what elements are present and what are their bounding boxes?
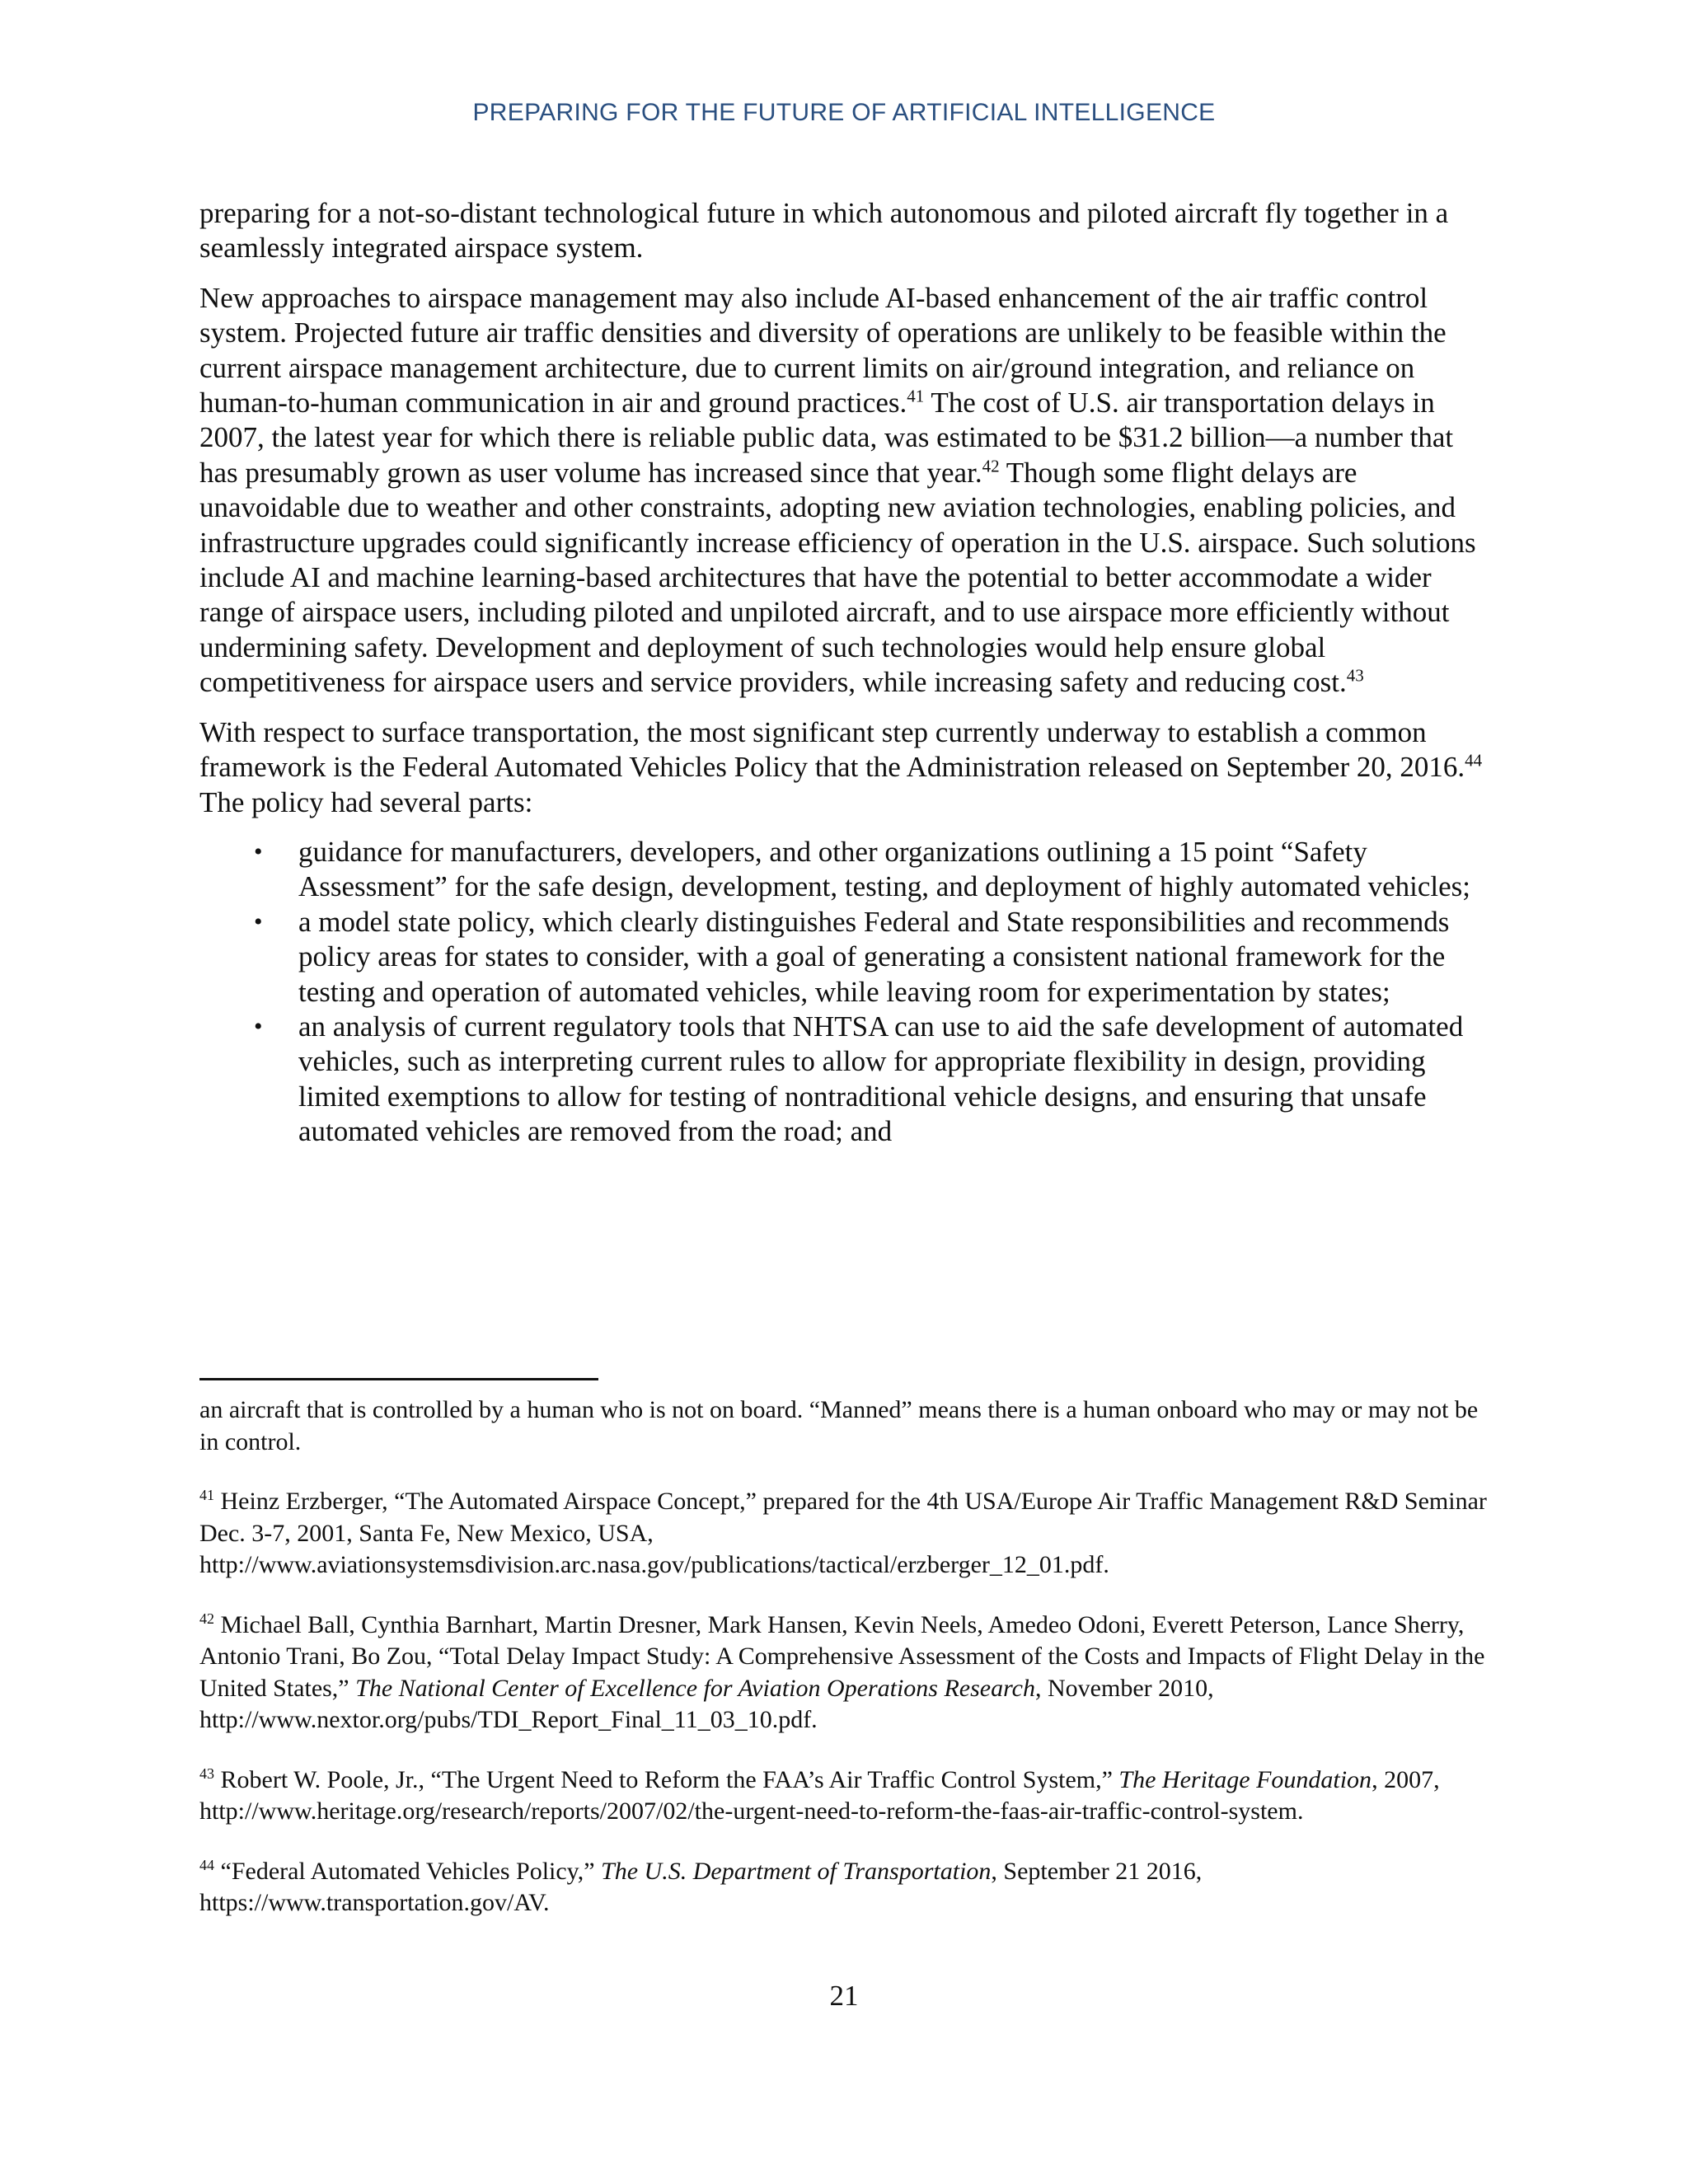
paragraph-1: preparing for a not-so-distant technological future in which autonomous and piloted aircraft fly together in a seamlessly integrated airspace system.	[199, 197, 1449, 265]
policy-parts-list	[199, 835, 1493, 1150]
bullet-icon: •	[254, 1012, 263, 1040]
running-header: PREPARING FOR THE FUTURE OF ARTIFICIAL INTELLIGENCE	[472, 99, 1216, 126]
list-item	[254, 835, 1493, 905]
footnote-text: “Federal Automated Vehicles Policy,”	[214, 1857, 602, 1885]
footnote-number: 43	[199, 1765, 214, 1782]
footnote-number: 42	[199, 1610, 214, 1627]
paragraph-3-part-b: The policy had several parts:	[199, 785, 533, 818]
footnote-source: The U.S. Department of Transportation	[601, 1857, 992, 1885]
footnote-text: Heinz Erzberger, “The Automated Airspace Concept,” prepared for the 4th USA/Europe Air Traffic Management R&D Seminar Dec. 3-7, 2001, Santa Fe, New Mexico, USA,	[199, 1488, 1487, 1547]
paragraph-3-part-a: With respect to surface transportation, the most significant step currently underway to establish a common framework is the Federal Automated Vehicles Policy that the Administration released on September 20, 2016.	[199, 715, 1465, 784]
footnote-ref-43[interactable]: 43	[1346, 665, 1364, 686]
paragraph-2-part-a: New approaches to airspace management may also include AI-based enhancement of the air traffic control system. Projected future air traffic densities and diversity of operations are unlikely to be feasible within the current airspace management architecture, due to current limits on air/ground integration, and reliance on human-to-human communication in air and ground practices.	[199, 281, 1447, 419]
page-number: 21	[829, 1980, 859, 2012]
list-item-text: a model state policy, which clearly distinguishes Federal and State responsibilities and recommends policy areas for states to consider, with a goal of generating a consistent national framework for the testing and operation of automated vehicles, while leaving room for experimentation by states;	[298, 905, 1450, 1008]
footnote-tail: , November 2010, http://www.nextor.org/pubs/TDI_Report_Final_11_03_10.pdf.	[199, 1674, 1214, 1733]
footnote-text: Robert W. Poole, Jr., “The Urgent Need to Reform the FAA’s Air Traffic Control System,”	[214, 1765, 1119, 1793]
footnote-source: The National Center of Excellence for Aviation Operations Research	[355, 1674, 1035, 1702]
footnote-text: Michael Ball, Cynthia Barnhart, Martin Dresner, Mark Hansen, Kevin Neels, Amedeo Odoni, Everett Peterson, Lance Sherry, Antonio Trani, Bo Zou, “Total Delay Impact Study: A Comprehensive Assessment of the Costs and Impacts of Flight Delay in the United States,”	[199, 1610, 1485, 1702]
footnote-number: 41	[199, 1487, 214, 1503]
footnote-tail: , September 21 2016, https://www.transportation.gov/AV.	[199, 1857, 1203, 1916]
main-body	[199, 196, 1493, 1150]
footnote-continued: an aircraft that is controlled by a human who is not on board. “Manned” means there is a human onboard who may or may not be in control.	[199, 1396, 1479, 1455]
footnote-ref-44[interactable]: 44	[1465, 750, 1483, 771]
bullet-icon: •	[254, 837, 263, 865]
list-item-text: an analysis of current regulatory tools that NHTSA can use to aid the safe development of automated vehicles, such as interpreting current rules to allow for appropriate flexibility in design, providing limited exemptions to allow for testing of nontraditional vehicle designs, and ensuring that unsafe automated vehicles are removed from the road; and	[298, 1010, 1464, 1148]
footnote-41	[199, 1486, 1493, 1582]
paragraph-2-part-c: Though some flight delays are unavoidable due to weather and other constraints, adopting new aviation technologies, enabling policies, and infrastructure upgrades could significantly increase efficiency of operation in the U.S. airspace. Such solutions include AI and machine learning-based architectures that have the potential to better accommodate a wider range of airspace users, including piloted and unpiloted aircraft, and to use airspace more efficiently without undermining safety. Development and deployment of such technologies would help ensure global competitiveness for airspace users and service providers, while increasing safety and reducing cost.	[199, 456, 1476, 699]
footnote-44	[199, 1856, 1493, 1919]
footnote-source: The Heritage Foundation	[1118, 1765, 1372, 1793]
paragraph-3	[199, 715, 1493, 820]
footnote-42	[199, 1610, 1493, 1736]
list-item	[254, 905, 1493, 1010]
footnote-link[interactable]: http://www.aviationsystemsdivision.arc.nasa.gov/publications/tactical/erzberger_12_01.pdf.	[199, 1551, 1109, 1578]
paragraph-2-part-b: The cost of U.S. air transportation delays in 2007, the latest year for which there is reliable public data, was estimated to be $31.2 billion—a number that has presumably grown as user volume has increased since that year.	[199, 387, 1454, 489]
footnotes	[199, 1394, 1493, 1947]
list-item-text: guidance for manufacturers, developers, and other organizations outlining a 15 point “Safety Assessment” for the safe design, development, testing, and deployment of highly automated vehicles;	[298, 835, 1471, 903]
footnote-43	[199, 1765, 1493, 1828]
footnote-separator	[199, 1378, 598, 1380]
footnote-number: 44	[199, 1856, 214, 1873]
footnote-ref-41[interactable]: 41	[907, 386, 925, 406]
paragraph-2	[199, 281, 1493, 701]
footnote-ref-42[interactable]: 42	[982, 456, 1000, 476]
footnote-tail: , 2007, http://www.heritage.org/research/reports/2007/02/the-urgent-need-to-reform-the-faas-air-traffic-control-system.	[199, 1765, 1440, 1825]
bullet-icon: •	[254, 907, 263, 935]
list-item	[254, 1010, 1493, 1150]
